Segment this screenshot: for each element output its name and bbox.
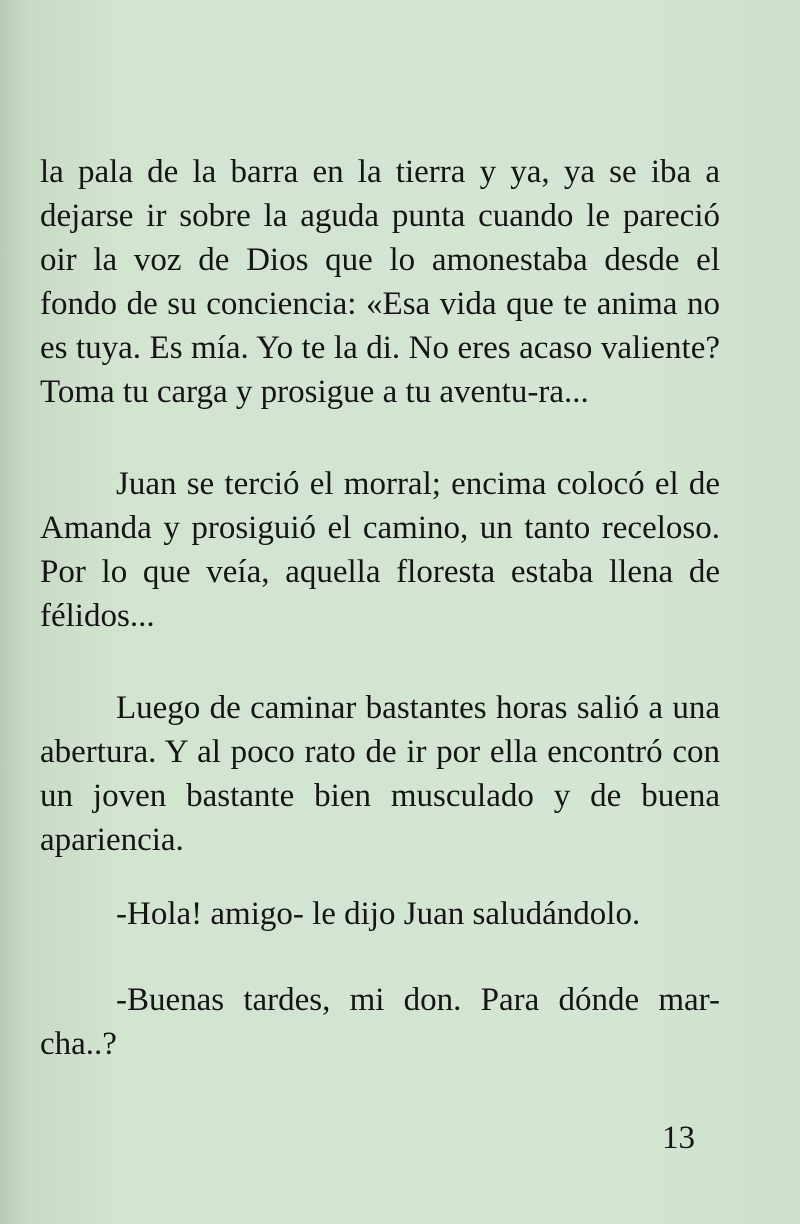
page-body-text <box>40 150 720 1066</box>
paragraph-4: -Hola! amigo- le dijo Juan saludándolo. <box>116 896 641 932</box>
page-number: 13 <box>662 1120 695 1156</box>
paragraph-5: -Buenas tardes, mi don. Para dónde mar-cha..? <box>40 982 720 1062</box>
paragraph-3: Luego de caminar bastantes horas salió a una abertura. Y al poco rato de ir por ella encontró con un joven bastante bien musculado y de buena apariencia. <box>40 690 720 858</box>
paragraph-1: la pala de la barra en la tierra y ya, ya se iba a dejarse ir sobre la aguda punta cuando le pareció oir la voz de Dios que lo amonestaba desde el fondo de su conciencia: «Esa vida que te anima no es tuya. Es mía. Yo te la di. No eres acaso valiente? Toma tu carga y prosigue a tu aventu-ra... <box>40 154 720 410</box>
paragraph-2: Juan se terció el morral; encima colocó el de Amanda y prosiguió el camino, un tanto receloso. Por lo que veía, aquella floresta estaba llena de félidos... <box>40 466 720 634</box>
